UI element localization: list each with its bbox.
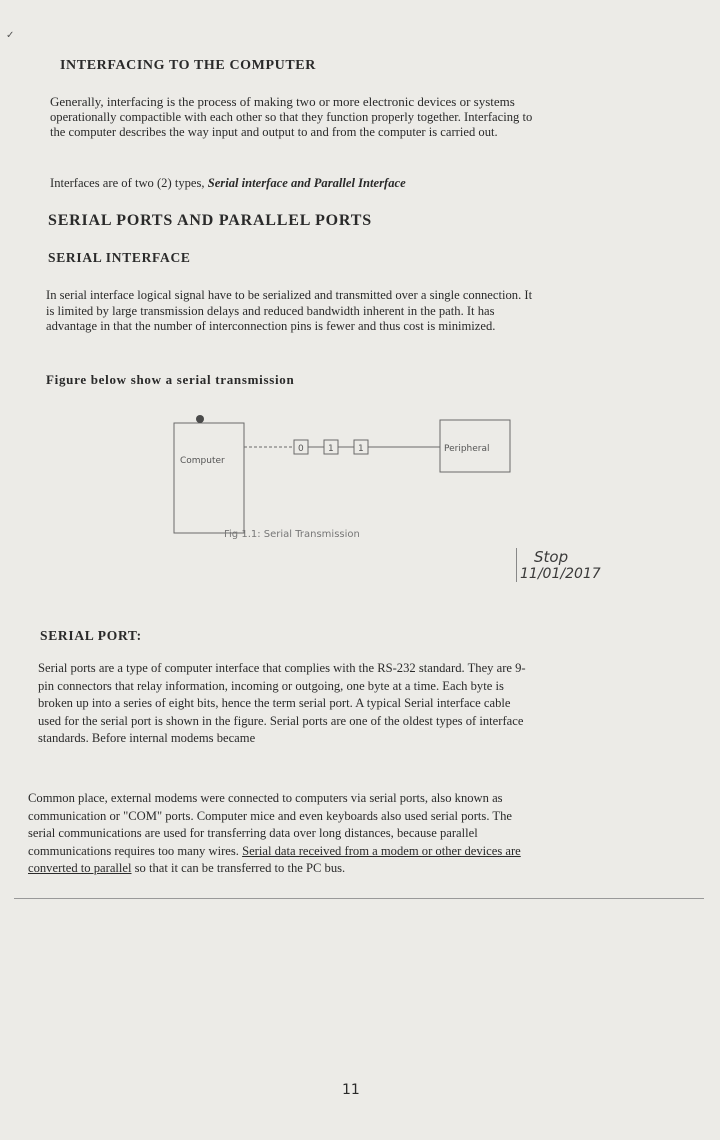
computer-label: Computer — [180, 456, 225, 466]
text-line: broken up into a series of eight bits, hence the term serial port. A typical Serial interface cable — [38, 696, 511, 710]
text-line: is limited by large transmission delays and reduced bandwidth inherent in the path. It has — [46, 303, 495, 318]
underlined-text: converted to parallel — [28, 861, 132, 875]
serial-port-paragraph — [38, 660, 526, 748]
bottom-rule — [14, 898, 704, 899]
underlined-text: Serial data received from a modem or other devices are — [242, 843, 521, 858]
serial-interface-paragraph — [46, 288, 532, 335]
bit-label: 0 — [298, 444, 304, 454]
ink-blot — [196, 415, 204, 423]
text-line: advantage in that the number of interconnection pins is fewer and thus cost is minimized. — [46, 319, 496, 333]
types-prefix: Interfaces are of two (2) types, — [50, 176, 208, 190]
figure-intro: Figure below show a serial transmission — [46, 372, 295, 387]
types-line — [50, 176, 406, 192]
computer-box — [174, 423, 244, 533]
section-heading: SERIAL PORTS AND PARALLEL PORTS — [48, 212, 372, 229]
handwritten-annotation — [520, 548, 601, 582]
text-line: serial communications are used for transferring data over long distances, because parallel — [28, 826, 478, 840]
annotation-date: 11/01/2017 — [520, 566, 601, 582]
corner-mark: ✓ — [6, 30, 15, 41]
annotation-stop: Stop — [534, 548, 569, 566]
margin-rule — [516, 548, 517, 582]
page-title: INTERFACING TO THE COMPUTER — [60, 58, 316, 73]
text-line: communication or "COM" ports. Computer mice and even keyboards also used serial ports. The — [28, 808, 512, 823]
bit-label: 1 — [328, 444, 334, 454]
text-span: so that it can be transferred to the PC bus. — [131, 861, 346, 875]
figure-caption: Fig 1.1: Serial Transmission — [224, 529, 360, 540]
text-line — [28, 860, 521, 878]
serial-port-heading: SERIAL PORT: — [40, 628, 142, 643]
text-line: Common place, external modems were connected to computers via serial ports, also known as — [28, 791, 503, 805]
text-line — [28, 843, 521, 861]
text-line: Generally, interfacing is the process of making two or more electronic devices or systems — [50, 94, 515, 109]
text-line: Serial ports are a type of computer interface that complies with the RS-232 standard. They are 9- — [38, 661, 526, 675]
bit-label: 1 — [358, 444, 364, 454]
text-line: standards. Before internal modems became — [38, 731, 256, 745]
serial-port-paragraph-2 — [28, 790, 521, 878]
text-line: operationally compactible with each other so that they function properly together. Interfacing to — [50, 109, 533, 124]
serial-interface-heading: SERIAL INTERFACE — [48, 250, 191, 265]
text-line: the computer describes the way input and output to and from the computer is carried out. — [50, 125, 498, 139]
page-number: 11 — [342, 1082, 360, 1098]
peripheral-label: Peripheral — [444, 444, 490, 454]
intro-paragraph — [50, 94, 532, 141]
text-line: In serial interface logical signal have to be serialized and transmitted over a single connection. It — [46, 288, 533, 302]
text-line: pin connectors that relay information, incoming or outgoing, one byte at a time. Each byte is — [38, 678, 504, 693]
text-line: used for the serial port is shown in the figure. Serial ports are one of the oldest types of interface — [38, 713, 524, 728]
serial-transmission-figure — [160, 405, 560, 545]
text-span: communications requires too many wires. — [28, 843, 239, 858]
types-emphasis: Serial interface and Parallel Interface — [207, 176, 406, 190]
